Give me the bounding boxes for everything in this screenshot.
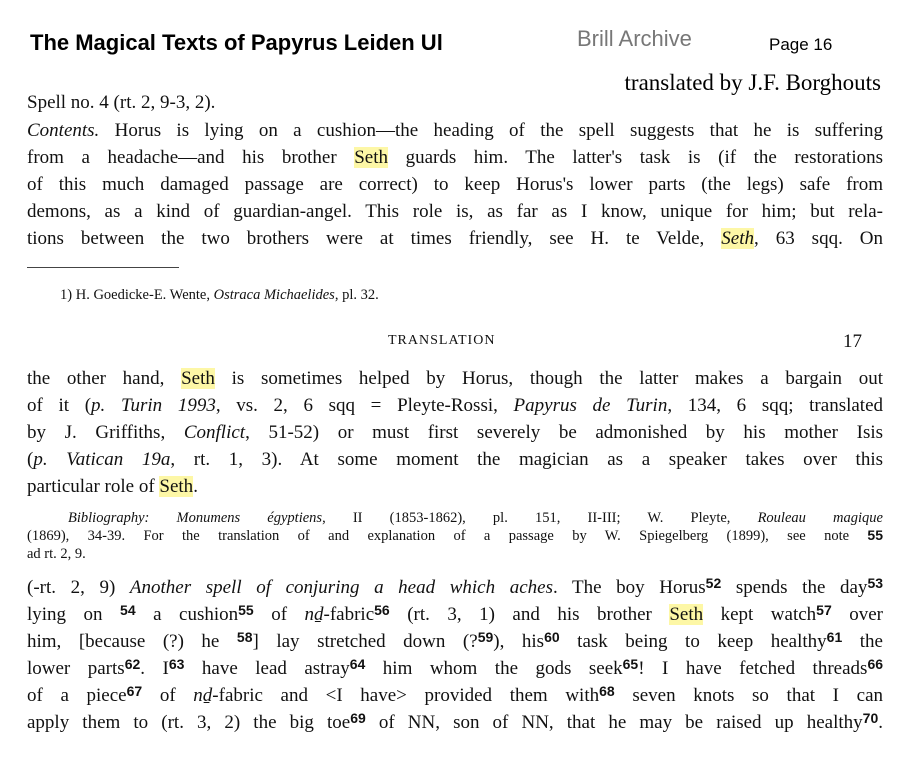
contents-line-2: from a headache—and his brother Seth guards him. The latter's task is (if the restorations — [27, 147, 883, 168]
bibliography-line-1: Bibliography: Monumens égyptiens, II (1853-1862), pl. 151, II-III; W. Pleyte, Rouleau magique — [68, 510, 883, 526]
contents-label: Contents. — [27, 120, 100, 141]
translation-line-6: apply them to (rt. 3, 2) the big toe$^{69}$ of NN, son of NN, that he may be raised up healthy$^{70}$. — [27, 710, 883, 733]
page-number-label: Page 16 — [769, 35, 833, 54]
para2-line-3: by J. Griffiths, Conflict, 51-52) or must first severely be admonished by his mother Isis — [27, 422, 884, 443]
contents-line-5: tions between the two brothers were at times friendly, see H. te Velde, Seth, 63 sqq. On — [27, 228, 883, 249]
para2-line-2: of it (p. Turin 1993, vs. 2, 6 sqq = Pleyte-Rossi, Papyrus de Turin, 134, 6 sqq; translated — [27, 395, 884, 416]
translation-line-4: lower parts$^{62}$. $I^{63}$ have lead astray$^{64}$ him whom the gods seek$^{65}$! I have fetched threads$^{66}$ — [27, 656, 884, 679]
footnote: 1) H. Goedicke-E. Wente, Ostraca Michaelides, pl. 32. — [60, 287, 379, 303]
highlight-seth: Seth — [181, 368, 215, 389]
archive-label: Brill Archive — [577, 26, 692, 51]
section-heading: Spell no. 4 (rt. 2, 9-3, 2). — [27, 92, 216, 113]
translation-line-3: him, [because (?) he $^{58}$] lay stretched down (?$^{59}$), his$^{60}$ task being to keep healthy$^{61}$ the — [27, 629, 883, 652]
para2-line-5: particular role of Seth. — [27, 476, 198, 497]
highlight-seth: Seth — [354, 147, 389, 168]
contents-line-3: of this much damaged passage are correct) to keep Horus's lower parts (the legs) safe from — [27, 174, 883, 195]
highlight-seth: Seth — [721, 228, 754, 249]
translator-credit: translated by J.F. Borghouts — [624, 70, 881, 95]
book-page-number: 17 — [843, 331, 862, 352]
contents-line-4: demons, as a kind of guardian-angel. This role is, as far as I know, unique for him; but rela- — [27, 201, 883, 222]
running-head: TRANSLATION — [388, 333, 496, 348]
page-title: The Magical Texts of Papyrus Leiden Ul — [30, 30, 443, 55]
translation-line-5: of a piece$^{67}$ of nḏ-fabric and <I have> provided them with$^{68}$ seven knots so that I can — [27, 683, 884, 706]
translation-line-1: (-rt. 2, 9) Another spell of conjuring a head which aches. The boy Horus$^{52}$ spends the day$^{53}$ — [27, 575, 884, 598]
para2-line-4: (p. Vatican 19a, rt. 1, 3). At some moment the magician as a speaker takes over this — [27, 449, 883, 470]
bibliography-line-3: ad rt. 2, 9. — [27, 546, 86, 562]
footnote-rule — [27, 267, 179, 268]
para2-line-1: the other hand, Seth is sometimes helped by Horus, though the latter makes a bargain out — [27, 368, 884, 389]
contents-line-1: Contents. Horus is lying on a cushion—the heading of the spell suggests that he is suffering — [27, 120, 884, 141]
translation-line-2: lying on $^{54}$ a cushion$^{55}$ of nḏ-fabric$^{56}$ (rt. 3, 1) and his brother Seth kept watch$^{57}$ over — [27, 602, 883, 625]
bibliography-line-2: (1869), 34-39. For the translation of and explanation of a passage by W. Spiegelberg (1899), see note 55 — [27, 527, 883, 544]
highlight-seth: Seth — [159, 476, 194, 497]
highlight-seth: Seth — [669, 604, 704, 625]
